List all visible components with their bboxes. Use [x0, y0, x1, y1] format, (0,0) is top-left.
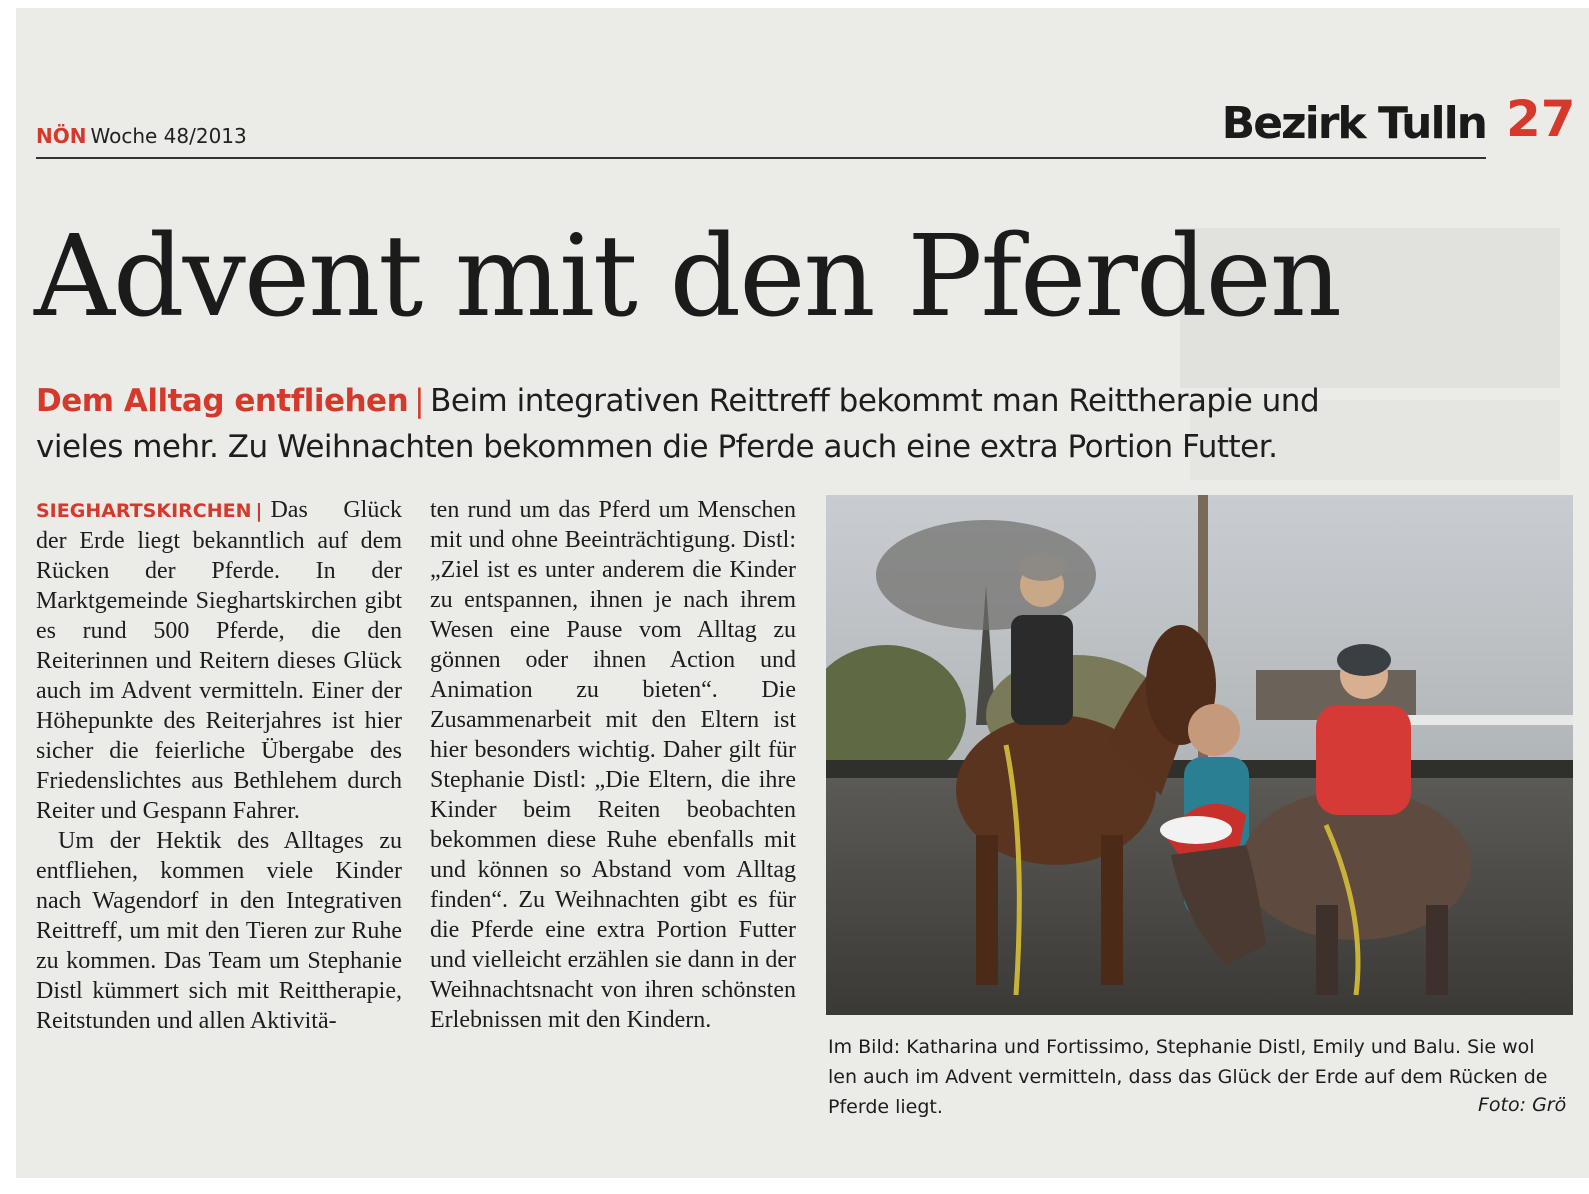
- caption-line: Pferde liegt.: [828, 1096, 943, 1118]
- caption-line: Im Bild: Katharina und Fortissimo, Stephanie Distl, Emily und Balu. Sie wol: [828, 1036, 1535, 1058]
- dateline-separator: |: [255, 500, 263, 522]
- paragraph: [36, 495, 402, 826]
- headline: Advent mit den Pferden: [34, 212, 1340, 342]
- body-column-1: [36, 495, 402, 1036]
- issue-label: [36, 124, 247, 148]
- photo-credit: Foto: Grö: [1478, 1094, 1567, 1116]
- kicker: Dem Alltag entfliehen: [36, 383, 409, 419]
- paragraph-text: Das Glück der Erde liegt bekanntlich auf dem Rücken der Pferde. In der Marktgemeinde Sieghartskirchen gibt es rund 500 Pferde, die den Reiterinnen und Reitern dieses Glück auch im Advent vermitteln. Einer der Höhepunkte des Reiterjahres ist hier sicher die feierliche Übergabe des Friedenslichtes aus Bethlehem durch Reiter und Gespann Fahrer.: [36, 497, 402, 824]
- header-rule: [36, 157, 1486, 159]
- brand-logo: NÖN: [36, 124, 87, 148]
- teaser-text: Beim integrativen Reittreff bekommt man Reittherapie und vieles mehr. Zu Weihnachten bekommen die Pferde auch eine extra Portion Futter.: [36, 383, 1320, 465]
- kicker-separator: |: [414, 383, 425, 419]
- page-header: [36, 98, 1486, 160]
- issue-number: Woche 48/2013: [90, 124, 247, 148]
- teaser: [36, 378, 1396, 470]
- section-title: Bezirk Tulln: [1221, 98, 1486, 149]
- body-column-2: [430, 495, 796, 1035]
- dateline: SIEGHARTSKIRCHEN: [36, 500, 252, 522]
- photo-horses-children: [826, 495, 1573, 1015]
- article-photo: [826, 495, 1573, 1015]
- caption-line: len auch im Advent vermitteln, dass das Glück der Erde auf dem Rücken de: [828, 1066, 1548, 1088]
- paragraph: Um der Hektik des Alltages zu entfliehen, kommen viele Kinder nach Wagendorf in den Integrativen Reittreff, um mit den Tieren zur Ruhe zu kommen. Das Team um Stephanie Distl kümmert sich mit Reittherapie, Reitstunden und allen Aktivitä-: [36, 828, 402, 1034]
- paragraph: ten rund um das Pferd um Menschen mit und ohne Beeinträchtigung. Distl: „Ziel ist es unter anderem die Kinder zu entspannen, ihnen je nach ihrem Wesen eine Pause vom Alltag zu gönnen oder ihnen Action und Animation zu bieten“. Die Zusammenarbeit mit den Eltern ist hier besonders wichtig. Daher gilt für Stephanie Distl: „Die Eltern, die ihre Kinder beim Reiten beobachten bekommen diese Ruhe ebenfalls mit und können so Abstand vom Alltag finden“. Zu Weihnachten gibt es für die Pferde eine extra Portion Futter und vielleicht erzählen sie dann in der Weihnachtsnacht von ihren schönsten Erlebnissen mit den Kindern.: [430, 497, 796, 1033]
- page-number: 27: [1506, 90, 1576, 148]
- photo-caption: [828, 1032, 1568, 1122]
